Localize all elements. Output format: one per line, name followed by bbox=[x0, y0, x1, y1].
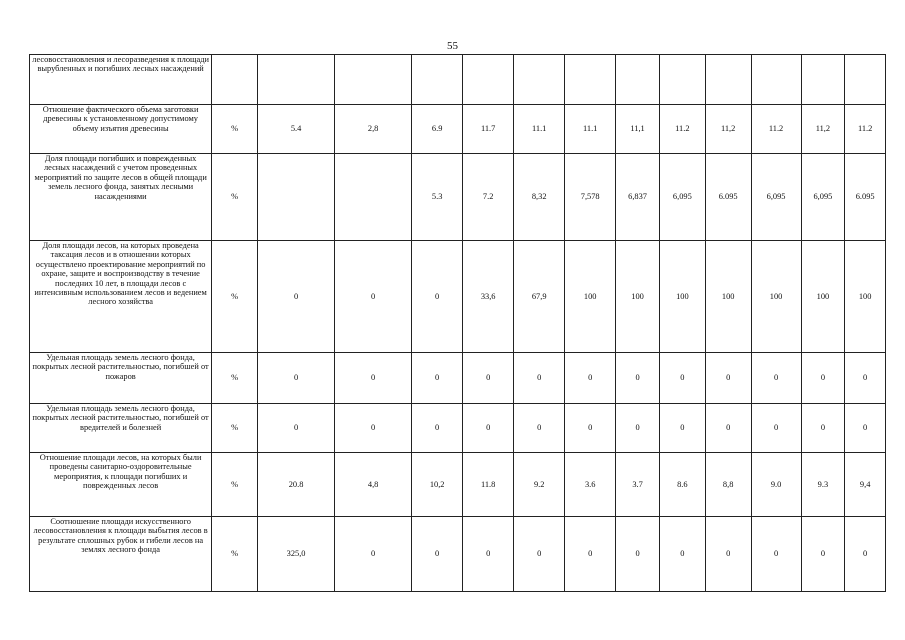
table-row bbox=[30, 353, 886, 404]
value-cell: 0 bbox=[514, 404, 565, 453]
value-cell: 33,6 bbox=[463, 241, 514, 353]
value-cell: 0 bbox=[659, 517, 705, 592]
value-cell: 0 bbox=[412, 241, 463, 353]
unit-cell: % bbox=[212, 453, 258, 517]
value-cell: 0 bbox=[514, 517, 565, 592]
value-cell: 0 bbox=[705, 404, 751, 453]
value-cell: 0 bbox=[845, 517, 886, 592]
indicator-cell: Удельная площадь земель лесного фонда, покрытых лесной растительностью, погибшей от пожаров bbox=[30, 353, 212, 404]
value-cell: 100 bbox=[659, 241, 705, 353]
indicator-cell: Доля площади лесов, на которых проведена таксация лесов и в отношении которых осуществлено проектирование мероприятий по охране, защите и воспроизводству в течение последних 10 лет, в площади лесов с интенсивным использованием лесов и ведением лесного хозяйства bbox=[30, 241, 212, 353]
value-cell: 0 bbox=[463, 353, 514, 404]
value-cell: 0 bbox=[565, 517, 616, 592]
value-cell: 0 bbox=[335, 353, 412, 404]
value-cell: 0 bbox=[801, 404, 845, 453]
value-cell: 11.2 bbox=[845, 105, 886, 154]
value-cell: 0 bbox=[412, 353, 463, 404]
value-cell bbox=[335, 154, 412, 241]
value-cell: 20.8 bbox=[258, 453, 335, 517]
value-cell: 0 bbox=[258, 353, 335, 404]
unit-cell: % bbox=[212, 154, 258, 241]
indicator-cell: лесовосстановления и лесоразведения к площади вырубленных и погибших лесных насаждений bbox=[30, 55, 212, 105]
indicator-cell: Отношение площади лесов, на которых были проведены санитарно-оздоровительные мероприятия, к площади погибших и поврежденных лесов bbox=[30, 453, 212, 517]
value-cell: 6,095 bbox=[801, 154, 845, 241]
value-cell: 325,0 bbox=[258, 517, 335, 592]
unit-cell: % bbox=[212, 241, 258, 353]
value-cell: 11.7 bbox=[463, 105, 514, 154]
value-cell: 11.2 bbox=[751, 105, 801, 154]
value-cell bbox=[659, 55, 705, 105]
value-cell: 100 bbox=[705, 241, 751, 353]
value-cell: 11.1 bbox=[514, 105, 565, 154]
value-cell: 8,8 bbox=[705, 453, 751, 517]
value-cell: 0 bbox=[616, 517, 660, 592]
value-cell: 0 bbox=[463, 517, 514, 592]
value-cell bbox=[463, 55, 514, 105]
value-cell: 11.8 bbox=[463, 453, 514, 517]
value-cell: 100 bbox=[845, 241, 886, 353]
value-cell bbox=[258, 154, 335, 241]
value-cell: 3.7 bbox=[616, 453, 660, 517]
value-cell: 11,2 bbox=[801, 105, 845, 154]
value-cell: 8,32 bbox=[514, 154, 565, 241]
indicator-cell: Удельная площадь земель лесного фонда, покрытых лесной растительностью, погибшей от вредителей и болезней bbox=[30, 404, 212, 453]
page-number: 55 bbox=[447, 40, 458, 52]
value-cell bbox=[845, 55, 886, 105]
value-cell: 67,9 bbox=[514, 241, 565, 353]
value-cell bbox=[258, 55, 335, 105]
indicator-cell: Соотношение площади искусственного лесовосстановления к площади выбытия лесов в результате сплошных рубок и гибели лесов на землях лесного фонда bbox=[30, 517, 212, 592]
value-cell: 8.6 bbox=[659, 453, 705, 517]
value-cell: 6,095 bbox=[659, 154, 705, 241]
indicator-cell: Доля площади погибших и поврежденных лесных насаждений с учетом проведенных мероприятий по защите лесов в общей площади земель лесного фонда, занятых лесными насаждениями bbox=[30, 154, 212, 241]
unit-cell: % bbox=[212, 105, 258, 154]
value-cell: 100 bbox=[751, 241, 801, 353]
value-cell: 3.6 bbox=[565, 453, 616, 517]
indicator-cell: Отношение фактического объема заготовки древесины к установленному допустимому объему изъятия древесины bbox=[30, 105, 212, 154]
value-cell: 0 bbox=[514, 353, 565, 404]
value-cell: 0 bbox=[616, 404, 660, 453]
table-row bbox=[30, 55, 886, 105]
value-cell: 0 bbox=[565, 404, 616, 453]
value-cell: 0 bbox=[258, 404, 335, 453]
value-cell: 11.2 bbox=[659, 105, 705, 154]
value-cell bbox=[514, 55, 565, 105]
value-cell: 9.0 bbox=[751, 453, 801, 517]
value-cell: 0 bbox=[845, 353, 886, 404]
value-cell: 0 bbox=[801, 353, 845, 404]
value-cell: 0 bbox=[335, 241, 412, 353]
value-cell: 0 bbox=[412, 517, 463, 592]
value-cell: 9.3 bbox=[801, 453, 845, 517]
value-cell: 7,578 bbox=[565, 154, 616, 241]
value-cell: 0 bbox=[845, 404, 886, 453]
value-cell: 0 bbox=[801, 517, 845, 592]
value-cell: 6.095 bbox=[705, 154, 751, 241]
value-cell: 0 bbox=[659, 353, 705, 404]
value-cell: 6,837 bbox=[616, 154, 660, 241]
unit-cell: % bbox=[212, 404, 258, 453]
value-cell: 2,8 bbox=[335, 105, 412, 154]
value-cell: 7.2 bbox=[463, 154, 514, 241]
indicators-table bbox=[29, 54, 886, 592]
unit-cell: % bbox=[212, 353, 258, 404]
value-cell bbox=[616, 55, 660, 105]
value-cell: 0 bbox=[335, 404, 412, 453]
value-cell: 5.4 bbox=[258, 105, 335, 154]
value-cell: 0 bbox=[616, 353, 660, 404]
table-row bbox=[30, 241, 886, 353]
value-cell bbox=[335, 55, 412, 105]
value-cell: 11,1 bbox=[616, 105, 660, 154]
value-cell bbox=[705, 55, 751, 105]
value-cell: 0 bbox=[463, 404, 514, 453]
table-row bbox=[30, 105, 886, 154]
table-row bbox=[30, 404, 886, 453]
value-cell: 0 bbox=[751, 353, 801, 404]
value-cell: 9.2 bbox=[514, 453, 565, 517]
unit-cell: % bbox=[212, 517, 258, 592]
value-cell bbox=[801, 55, 845, 105]
value-cell: 100 bbox=[616, 241, 660, 353]
value-cell: 6,095 bbox=[751, 154, 801, 241]
table-row bbox=[30, 154, 886, 241]
value-cell bbox=[751, 55, 801, 105]
value-cell: 10,2 bbox=[412, 453, 463, 517]
value-cell bbox=[565, 55, 616, 105]
unit-cell bbox=[212, 55, 258, 105]
value-cell: 0 bbox=[412, 404, 463, 453]
value-cell: 6.095 bbox=[845, 154, 886, 241]
value-cell: 100 bbox=[801, 241, 845, 353]
value-cell: 11.1 bbox=[565, 105, 616, 154]
value-cell: 0 bbox=[335, 517, 412, 592]
value-cell: 100 bbox=[565, 241, 616, 353]
table-row bbox=[30, 517, 886, 592]
value-cell: 0 bbox=[705, 517, 751, 592]
value-cell: 0 bbox=[705, 353, 751, 404]
value-cell: 0 bbox=[258, 241, 335, 353]
value-cell: 5.3 bbox=[412, 154, 463, 241]
value-cell: 6.9 bbox=[412, 105, 463, 154]
value-cell: 9,4 bbox=[845, 453, 886, 517]
value-cell: 0 bbox=[751, 404, 801, 453]
value-cell: 0 bbox=[565, 353, 616, 404]
value-cell: 11,2 bbox=[705, 105, 751, 154]
value-cell bbox=[412, 55, 463, 105]
value-cell: 4,8 bbox=[335, 453, 412, 517]
value-cell: 0 bbox=[659, 404, 705, 453]
value-cell: 0 bbox=[751, 517, 801, 592]
table-row bbox=[30, 453, 886, 517]
